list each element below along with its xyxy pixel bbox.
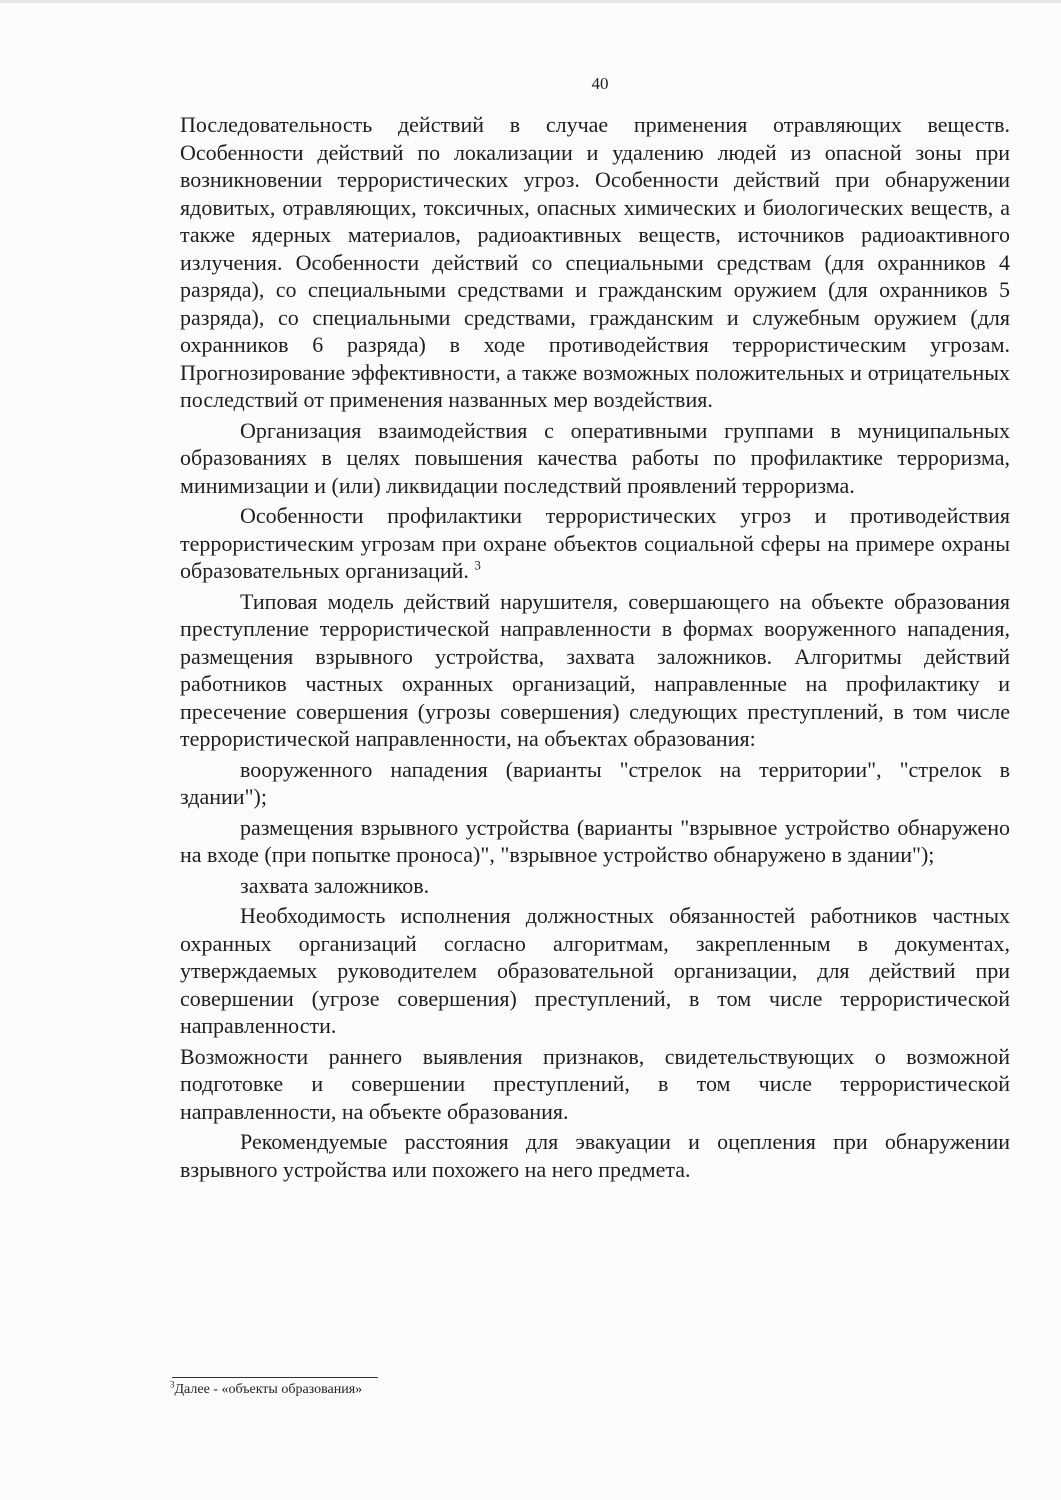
page-number: 40 [591,74,609,93]
paragraph [180,502,1010,585]
paragraph: Рекомендуемые расстояния для эвакуации и оцепления при обнаружении взрывного устройства или похожего на него предмета. [180,1129,1010,1182]
paragraph: Последовательность действий в случае применения отравляющих веществ. Особенности действий по локализации и удалению людей из опасной зоны при возникновении террористических угроз. Особенности действий при обнаружении ядовитых, отравляющих, токсичных, опасных химических и биологических веществ, а также ядерных материалов, радиоактивных веществ, источников радиоактивного излучения. Особенности действий со специальными средствам (для охранников 4 разряда), со специальными средствами и гражданским оружием (для охранников 5 разряда), со специальными средствами, гражданским и служебным оружием (для охранников 6 разряда) в ходе противодействия террористическим угрозам. Прогнозирование эффективности, а также возможных положительных и отрицательных последствий от применения названных мер воздействия. [180,112,1010,412]
document-body [180,111,1010,1183]
paragraph: Типовая модель действий нарушителя, совершающего на объекте образования преступление террористической направленности в формах вооруженного нападения, размещения взрывного устройства, захвата заложников. Алгоритмы действий работников частных охранных организаций, направленные на профилактику и пресечение совершения (угрозы совершения) следующих преступлений, в том числе террористической направленности, на объектах образования: [180,588,1010,751]
footnote-text: Далее - «объекты образования» [174,1382,363,1397]
footnote [170,1379,363,1398]
paragraph: Необходимость исполнения должностных обязанностей работников частных охранных организаций согласно алгоритмам, закрепленным в документах, утверждаемых руководителем образовательной организации, для действий при совершении (угрозе совершения) преступлений, в том числе террористической направленности. [180,903,1010,1038]
list-item: размещения взрывного устройства (варианты "взрывное устройство обнаружено на входе (при попытке проноса)", "взрывное устройство обнаружено в здании"); [180,814,1010,867]
paragraph-text: Особенности профилактики террористических угроз и противодействия террористическим угрозам при охране объектов социальной сферы на примере охраны образовательных организаций. [180,503,1010,583]
paragraph: Организация взаимодействия с оперативными группами в муниципальных образованиях в целях повышения качества работы по профилактике терроризма, минимизации и (или) ликвидации последствий проявлений терроризма. [180,417,1010,498]
paragraph: Возможности раннего выявления признаков, свидетельствующих о возможной подготовке и совершении преступлений, в том числе террористической направленности, на объекте образования. [180,1043,1010,1124]
list-item: захвата заложников. [240,872,430,898]
footnote-divider [172,1377,378,1378]
list-item: вооруженного нападения (варианты "стрелок на территории", "стрелок в здании"); [180,756,1010,809]
scan-edge [0,0,1061,3]
footnote-mark: 3 [170,1379,175,1390]
footnote-reference: 3 [474,557,481,573]
